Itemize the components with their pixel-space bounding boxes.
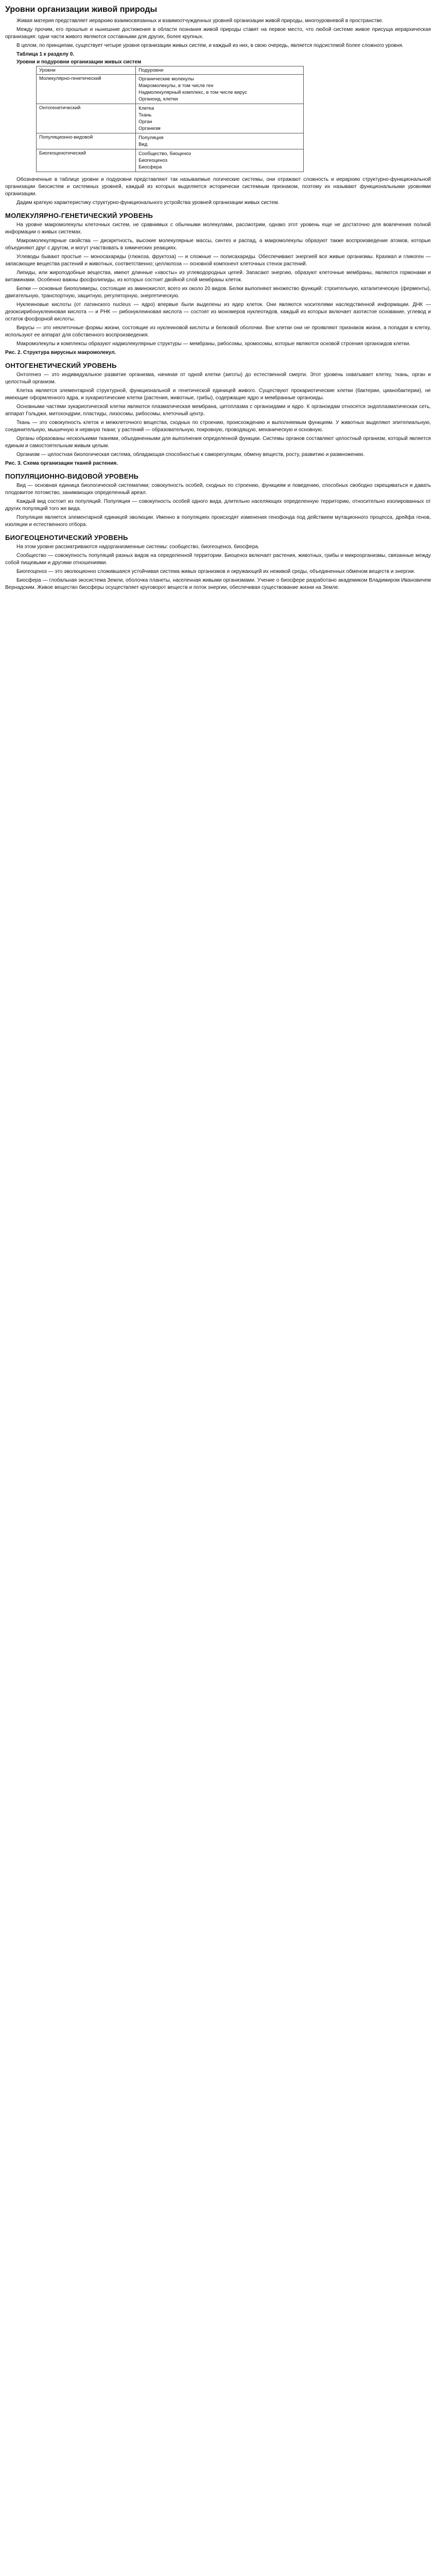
table-row bbox=[37, 133, 304, 149]
sublevel-item: Орган bbox=[138, 119, 152, 125]
paragraph: Каждый вид состоит из популяций. Популяция — совокупность особей одного вида, длительно населяющих определенную территорию, относительно изолированных от других популяций того же вида. bbox=[5, 499, 431, 512]
paragraph: Между прочим, его прошлые и нынешние достижения в области познания живой природы ставят на первое место, что любой системе живое присуща иерархическая организация: одни части живого являются составными для других, более крупных. bbox=[5, 27, 431, 40]
table-row bbox=[37, 75, 304, 104]
sublevels-cell bbox=[136, 104, 304, 133]
section-heading: ПОПУЛЯЦИОННО-ВИДОВОЙ УРОВЕНЬ bbox=[5, 472, 139, 480]
section-heading: ОНТОГЕНЕТИЧЕСКИЙ УРОВЕНЬ bbox=[5, 362, 117, 369]
level-cell: Популяционно-видовой bbox=[37, 133, 136, 149]
table-header-cell: Уровни bbox=[37, 66, 136, 75]
level-cell: Онтогенетический bbox=[37, 104, 136, 133]
paragraph: Вид — основная единица биологической систематики; совокупность особей, сходных по строению, функциям и поведению, способных свободно скрещиваться и давать плодовитое потомство, занимающих определенный ареал. bbox=[5, 483, 431, 496]
sublevels-cell bbox=[136, 75, 304, 104]
table-header-row bbox=[37, 66, 304, 75]
sublevel-item: Макромолекулы, в том числе ген bbox=[138, 83, 214, 89]
section bbox=[5, 534, 431, 591]
paragraph: На уровне макромолекулы клеточных систем, не сравнимых с обычными молекулами, рассмотрим, однако этот уровень еще не достаточно для вовлечения полной информации о живых системах. bbox=[5, 222, 431, 235]
paragraph: Сообщество — совокупность популяций разных видов на определенной территории. Биоценоз включает растения, животных, грибы и микроорганизмы, связанные между собой пищевыми и другими отношениями. bbox=[5, 553, 431, 566]
figure-caption: Рис. 2. Структура вирусных макромолекул. bbox=[5, 350, 116, 355]
level-cell: Биогеоценотический bbox=[37, 149, 136, 172]
sublevel-item: Органические молекулы bbox=[138, 76, 194, 82]
sublevel-item: Ткань bbox=[138, 112, 152, 118]
sublevel-item: Органоид, клетки bbox=[138, 96, 178, 102]
paragraph: Популяция является элементарной единицей эволюции. Именно в популяциях происходят изменения генофонда под действием мутационного процесса, дрейфа генов, изоляции и естественного отбора. bbox=[5, 515, 431, 528]
paragraph: Белки — основные биополимеры, состоящие из аминокислот, всего их около 20 видов. Белки выполняют множество функций: строительную, каталитическую (ферменты), двигательную, транспортную, защитную, регуляторную, энергетическую. bbox=[5, 286, 431, 299]
paragraph: Основными частями эукариотической клетки являются плазматическая мембрана, цитоплазма с органоидами и ядро. К органоидам относятся эндоплазматическая сеть, аппарат Гольджи, митохондрии, пластиды, лизосомы, рибосомы, клеточный центр. bbox=[5, 404, 431, 417]
paragraph: В целом, по принципам, существует четыре уровня организации живых систем, и каждый из них, в свою очередь, является подсистемой более сложного уровня. bbox=[16, 43, 404, 48]
paragraph: Дадим краткую характеристику структурно-функционального устройства уровней организации живых систем. bbox=[16, 200, 280, 206]
levels-table bbox=[36, 66, 304, 172]
paragraph: Органы образованы несколькими тканями, объединенными для выполнения определенной функции. Системы органов составляют целостный организм, который является единым и самостоятельным живым целым. bbox=[5, 436, 431, 449]
paragraph: Ткань — это совокупность клеток и межклеточного вещества, сходных по строению, происхождению и выполняемым функциям. У животных выделяют эпителиальную, соединительную, мышечную и нервную ткани; у растений — образовательную, покровную, проводящую, механическую и основную. bbox=[5, 420, 431, 433]
section bbox=[5, 212, 431, 357]
paragraph: Углеводы бывают простые — моносахариды (глюкоза, фруктоза) — и сложные — полисахариды. Обеспечивают энергией все живые организмы. Крахмал и гликоген — запасающие вещества растений и животных, соответственно; целлюлоза — основной компонент клеточных стенок растений. bbox=[5, 254, 431, 267]
after-table-block bbox=[5, 176, 431, 207]
section bbox=[5, 362, 431, 467]
figure-caption: Рис. 3. Схема организации тканей растения. bbox=[5, 461, 118, 466]
paragraph: Организм — целостная биологическая система, обладающая способностью к саморегуляции, обмену веществ, росту, развитию и размножению. bbox=[16, 452, 365, 457]
section-heading: МОЛЕКУЛЯРНО-ГЕНЕТИЧЕСКИЙ УРОВЕНЬ bbox=[5, 212, 153, 219]
paragraph: Липиды, или жироподобные вещества, имеют длинные «хвосты» из углеводородных цепей. Запасают энергию, образуют клеточные мембраны, являются гормонами и витаминами. Особенно важны фосфолипиды, из которых состоит двойной слой мембраны клеток. bbox=[5, 270, 431, 283]
paragraph: Онтогенез — это индивидуальное развитие организма, начиная от одной клетки (зиготы) до естественной смерти. Этот уровень охватывает клетку, ткань, орган и целостный организм. bbox=[5, 372, 431, 385]
sublevel-item: Биогеоценоз bbox=[138, 158, 168, 163]
paragraph: Биосфера — глобальная экосистема Земли, оболочка планеты, населенная живыми организмами. Учение о биосфере разработано академиком Владимиром Ивановичем Вернадским. Живое вещество биосферы осуществляет круговорот веществ и поток энергии, обеспечивая существование жизни на Земле. bbox=[5, 578, 431, 590]
intro-block bbox=[5, 18, 431, 49]
table-header-cell: Подуровни bbox=[136, 66, 304, 75]
sublevels-cell bbox=[136, 133, 304, 149]
sublevel-item: Организм bbox=[138, 126, 161, 131]
sections-container bbox=[5, 212, 431, 591]
sublevel-item: Вид bbox=[138, 142, 148, 147]
table-row bbox=[37, 104, 304, 133]
paragraph: Обозначенные в таблице уровни и подуровни представляют так называемые логические системы, они отражают сложность и иерархию структурно-функциональной организации биосистем и системных уровней, каждый из которых выделяется исторически системным признаком, поэтому их называют функциональными уровнями организации. bbox=[5, 177, 431, 197]
table-row bbox=[37, 149, 304, 172]
section-heading: БИОГЕОЦЕНОТИЧЕСКИЙ УРОВЕНЬ bbox=[5, 534, 128, 541]
sublevel-item: Сообщество, биоценоз bbox=[138, 151, 191, 157]
paragraph: Макромолекулярные свойства — дискретность, высокие молекулярные массы, синтез и распад, а макромолекулы образуют также воспроизведение атомов, которые объединяют друг с другом, и могут участвовать в химических реакциях. bbox=[5, 238, 431, 251]
paragraph: Макромолекулы и комплексы образуют надмолекулярные структуры — мембраны, рибосомы, хромосомы, которые являются основой строения органоидов клетки. bbox=[16, 341, 411, 347]
sublevel-item: Клетка bbox=[138, 106, 154, 111]
section bbox=[5, 472, 431, 529]
sublevels-cell bbox=[136, 149, 304, 172]
page-title: Уровни организации живой природы bbox=[5, 5, 158, 14]
table-subcaption: Уровни и подуровни организации живых систем bbox=[16, 59, 142, 65]
table-caption: Таблица 1 к разделу 0. bbox=[16, 52, 75, 57]
paragraph: Биогеоценоз — это эволюционно сложившаяся устойчивая система живых организмов и окружающей их неживой среды, объединенных обменом веществ и энергии. bbox=[16, 569, 415, 574]
paragraph: На этом уровне рассматриваются надорганизменные системы: сообщество, биогеоценоз, биосфера. bbox=[16, 544, 259, 550]
paragraph: Нуклеиновые кислоты (от латинского nucleus — ядро) впервые были выделены из ядер клеток. Они являются носителями наследственной информации. ДНК — дезоксирибонуклеиновая кислота — и РНК — рибонуклеиновая кислота — состоят из мономеров нуклеотидов, каждый из которых включает азотистое основание, углевод и остаток фосфорной кислоты. bbox=[5, 302, 431, 322]
sublevel-item: Надмолекулярный комплекс, в том числе вирус bbox=[138, 90, 248, 95]
sublevel-item: Популяция bbox=[138, 135, 164, 141]
paragraph: Клетка является элементарной структурной, функциональной и генетической единицей живого. Существуют прокариотические клетки (бактерии, цианобактерии), не имеющие оформленного ядра, и эукариотические клетки (растения, животные, грибы), содержащие ядро и мембранные органоиды. bbox=[5, 388, 431, 401]
sublevel-item: Биосфера bbox=[138, 164, 162, 170]
paragraph: Живая материя представляет иерархию взаимосвязанных и взаимоотчужденных уровней организации живой природы, многоуровневой в пространстве. bbox=[16, 18, 383, 24]
paragraph: Вирусы — это неклеточные формы жизни, состоящие из нуклеиновой кислоты и белковой оболочки. Вне клетки они не проявляют признаков жизни, а попадая в клетку, используют ее аппарат для собственного воспроизведения. bbox=[5, 325, 431, 338]
document-page bbox=[0, 0, 436, 603]
level-cell: Молекулярно-генетический bbox=[37, 75, 136, 104]
